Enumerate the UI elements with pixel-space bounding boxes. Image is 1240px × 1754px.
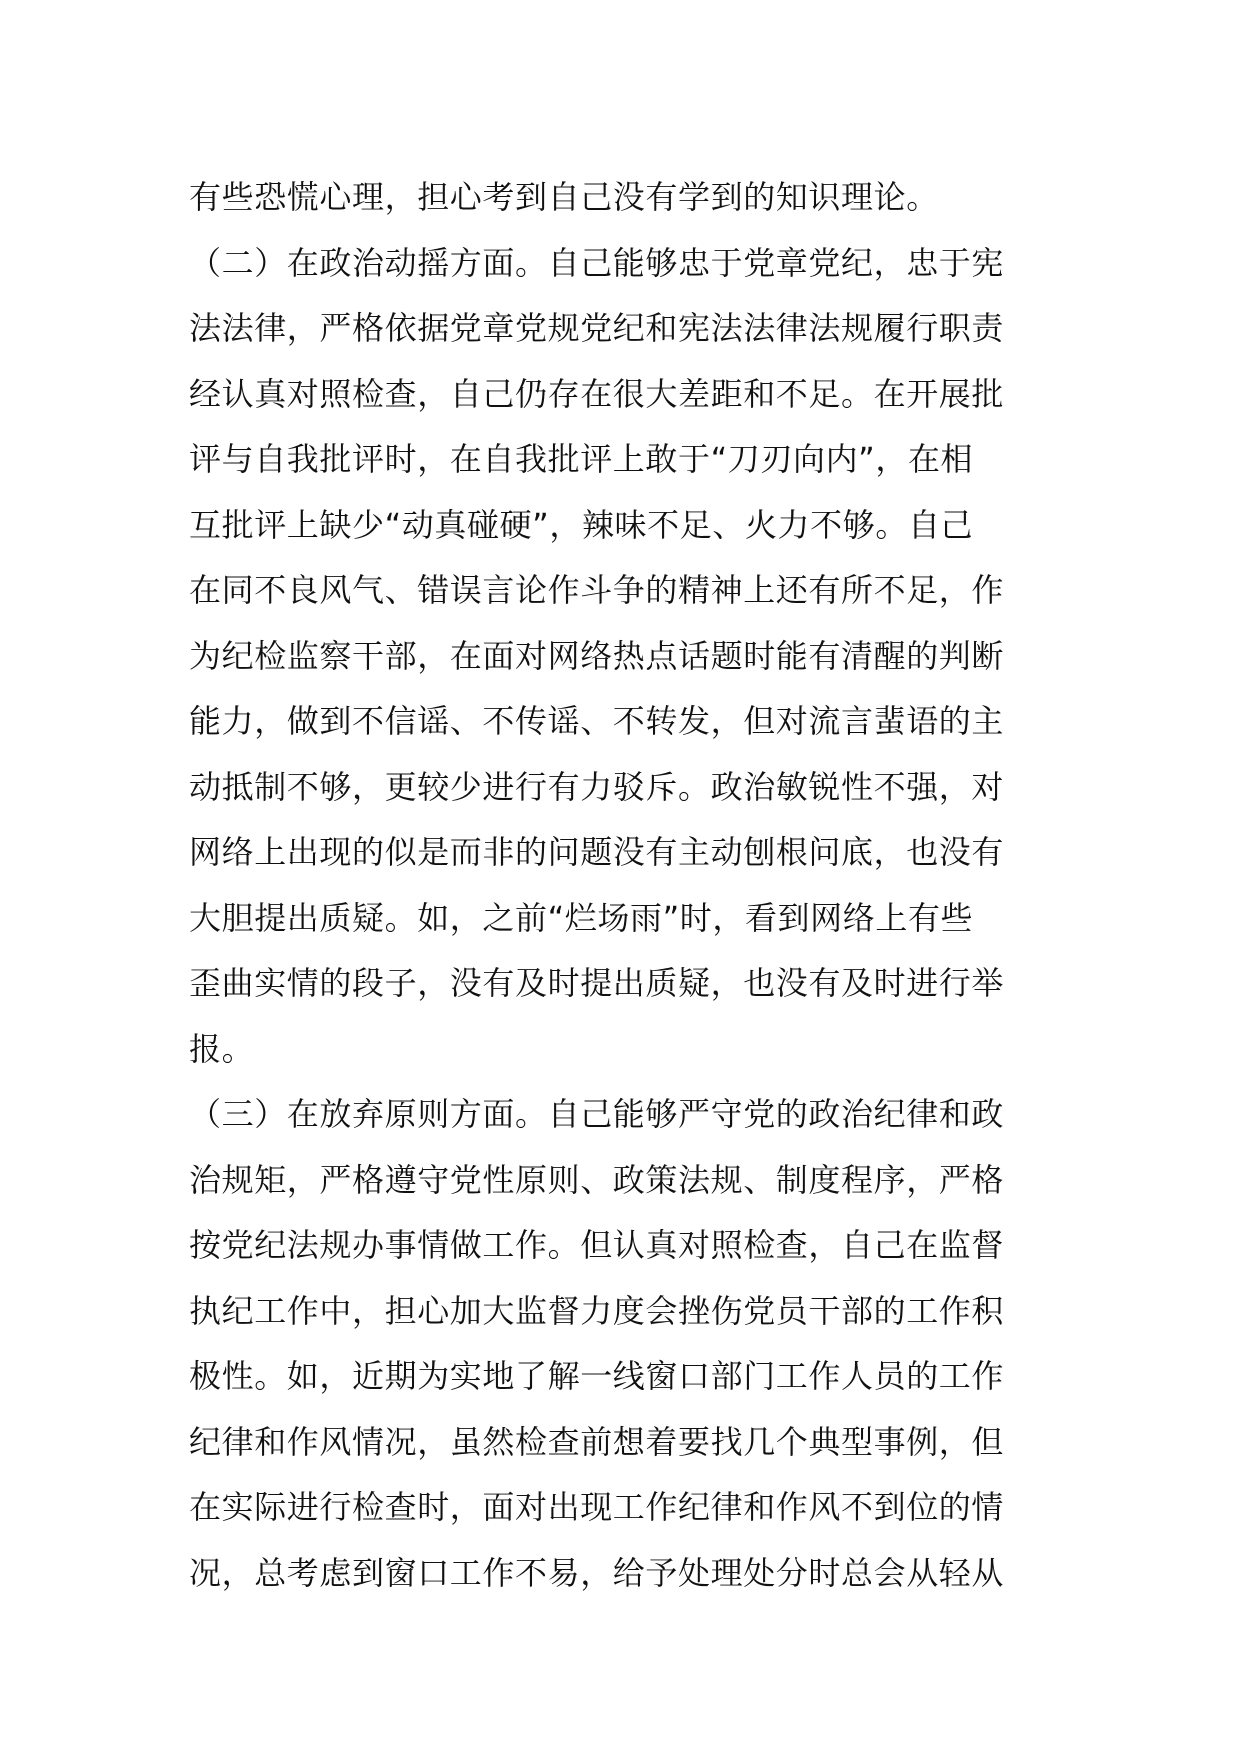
text-line: 在实际进行检查时，面对出现工作纪律和作风不到位的情	[189, 1488, 1005, 1526]
section-heading-line: （三）在放弃原则方面。自己能够严守党的政治纪律和政	[189, 1095, 1005, 1133]
text-line: 按党纪法规办事情做工作。但认真对照检查，自己在监督	[189, 1226, 1005, 1264]
text-line: 评与自我批评时，在自我批评上敢于“刀刃向内”，在相	[189, 440, 974, 478]
text-line: 法法律，严格依据党章党规党纪和宪法法律法规履行职责	[189, 309, 1005, 347]
text-line: 治规矩，严格遵守党性原则、政策法规、制度程序，严格	[189, 1160, 1005, 1199]
text-line: 况，总考虑到窗口工作不易，给予处理处分时总会从轻从	[189, 1553, 1005, 1592]
text-line: 歪曲实情的段子，没有及时提出质疑，也没有及时进行举	[189, 964, 1005, 1002]
text-line: 互批评上缺少“动真碰硬”，辣味不足、火力不够。自己	[189, 505, 974, 544]
text-line: 极性。如，近期为实地了解一线窗口部门工作人员的工作	[189, 1357, 1005, 1395]
text-line: 为纪检监察干部，在面对网络热点话题时能有清醒的判断	[189, 636, 1005, 675]
text-line: 执纪工作中，担心加大监督力度会挫伤党员干部的工作积	[189, 1291, 1005, 1330]
text-line: 动抵制不够，更较少进行有力驳斥。政治敏锐性不强，对	[189, 767, 1005, 806]
document-body	[189, 165, 1059, 1606]
text-line: 纪律和作风情况，虽然检查前想着要找几个典型事例，但	[189, 1422, 1005, 1461]
text-line: 经认真对照检查，自己仍存在很大差距和不足。在开展批	[189, 374, 1005, 413]
section-heading-line: （二）在政治动摇方面。自己能够忠于党章党纪，忠于宪	[189, 243, 1005, 282]
text-line: 网络上出现的似是而非的问题没有主动刨根问底，也没有	[189, 833, 1005, 871]
text-line: 有些恐慌心理，担心考到自己没有学到的知识理论。	[189, 178, 939, 216]
text-line: 大胆提出质疑。如，之前“烂场雨”时，看到网络上有些	[189, 898, 974, 937]
text-line: 在同不良风气、错误言论作斗争的精神上还有所不足，作	[189, 571, 1005, 609]
text-line: 报。	[189, 1029, 255, 1068]
text-line: 能力，做到不信谣、不传谣、不转发，但对流言蜚语的主	[189, 702, 1005, 740]
